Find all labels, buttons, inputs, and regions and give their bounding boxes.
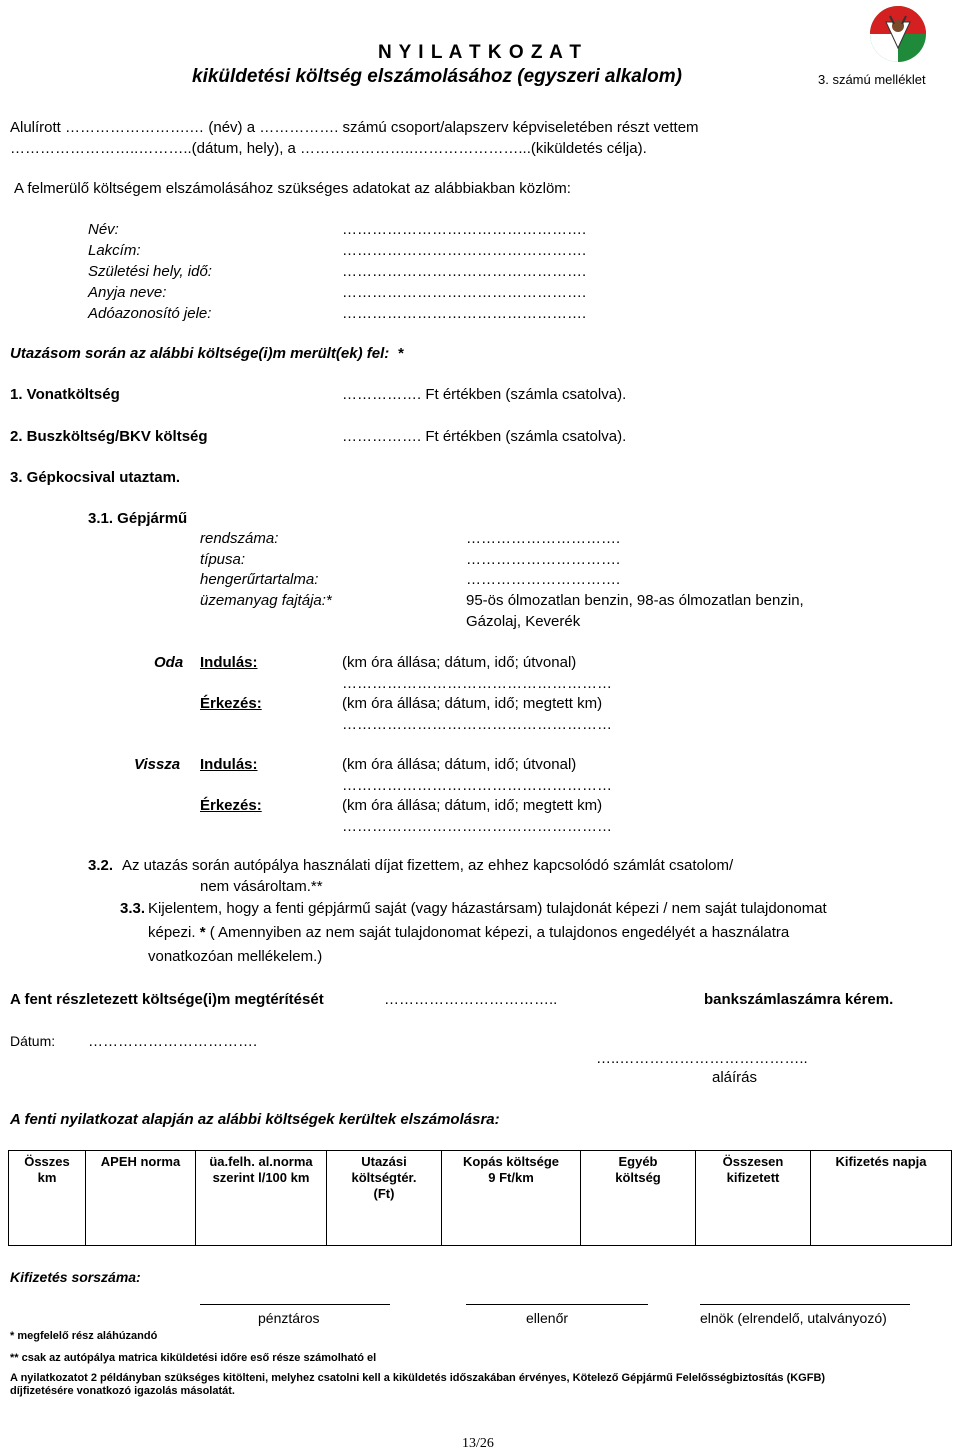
footnote-3-line-1: A nyilatkozatot 2 példányban szükséges kitölteni, melyhez csatolni kell a kiküldetés időszakában érvényes, Kötelező Gépjármű Felelősségbiztosítás (KGFB)	[10, 1372, 826, 1384]
bus-cost-label: 2. Buszköltség/BKV költség	[10, 428, 208, 445]
table-header-cell: Összes km	[24, 1154, 70, 1185]
motorway-line-2: nem vásároltam.**	[200, 878, 323, 895]
engine-size-value[interactable]: ………………………….	[466, 571, 621, 588]
return-departure-hint: (km óra állása; dátum, idő; útvonal)	[342, 756, 577, 773]
cashier-label: pénztáros	[258, 1310, 320, 1326]
ownership-line-2a: képezi.	[148, 924, 196, 941]
return-label: Vissza	[134, 756, 181, 773]
name-label: Név:	[88, 221, 119, 238]
asterisk-mark-2: *	[199, 924, 206, 941]
fuel-type-options-line-2[interactable]: Gázolaj, Keverék	[466, 613, 581, 630]
outbound-arrival-value[interactable]: ………………………………………………	[342, 716, 612, 733]
ownership-line-1: Kijelentem, hogy a fenti gépjármű saját (vagy házastársam) tulajdonát képezi / nem saját tulajdonomat	[148, 900, 827, 917]
return-departure-label: Indulás:	[200, 756, 258, 773]
date-value[interactable]: …………………………….	[88, 1033, 258, 1050]
table-header-cell: üa.felh. al.norma szerint l/100 km	[209, 1154, 313, 1185]
table-header-cell: Egyéb költség	[615, 1154, 661, 1185]
ownership-line-2	[148, 924, 789, 941]
table-header-cell: Kopás költsége 9 Ft/km	[462, 1154, 560, 1185]
name-value[interactable]: ………………………………………….	[342, 221, 587, 238]
outbound-departure-hint: (km óra állása; dátum, idő; útvonal)	[342, 654, 577, 671]
document-subtitle: kiküldetési költség elszámolásához (egyszeri alkalom)	[192, 66, 682, 87]
signature-dots[interactable]: …..………………………………..	[596, 1050, 808, 1067]
return-arrival-value[interactable]: ………………………………………………	[342, 818, 612, 835]
birth-label: Születési hely, idő:	[88, 263, 212, 280]
motorway-line-1: Az utazás során autópálya használati díjat fizettem, az ehhez kapcsolódó számlát csatolom/	[122, 857, 734, 874]
ownership-number: 3.3.	[120, 900, 146, 917]
annex-label: 3. számú melléklet	[818, 72, 926, 87]
return-arrival-hint: (km óra állása; dátum, idő; megtett km)	[342, 797, 603, 814]
costs-heading-text: Utazásom során az alábbi költsége(i)m merült(ek) fel:	[10, 345, 390, 362]
motorway-number: 3.2.	[88, 857, 114, 874]
president-label: elnök (elrendelő, utalványozó)	[700, 1310, 887, 1326]
costs-heading	[10, 345, 403, 362]
plate-value[interactable]: ………………………….	[466, 530, 621, 547]
car-travel-label: 3. Gépkocsival utaztam.	[10, 469, 181, 486]
header-total-km	[9, 1151, 86, 1246]
birth-value[interactable]: ………………………………………….	[342, 263, 587, 280]
table-header-cell: Utazási költségtér. (Ft)	[351, 1154, 417, 1201]
footnote-3-line-2: díjfizetésére vonatkozó igazolás másolatát.	[10, 1385, 235, 1397]
header-travel-cost	[327, 1151, 442, 1246]
table-header-cell: Összesen kifizetett	[722, 1154, 784, 1185]
header-total-paid	[696, 1151, 811, 1246]
mother-name-value[interactable]: ………………………………………….	[342, 284, 587, 301]
document-title: N Y I L A T K O Z A T	[378, 42, 582, 63]
return-departure-value[interactable]: ………………………………………………	[342, 777, 612, 794]
page-number: 13/26	[462, 1436, 494, 1451]
header-other-cost	[581, 1151, 696, 1246]
header-apeh-norm	[86, 1151, 196, 1246]
settlement-table	[8, 1150, 952, 1246]
refund-suffix: bankszámlaszámra kérem.	[704, 991, 894, 1008]
outbound-departure-value[interactable]: ………………………………………………	[342, 675, 612, 692]
type-label: típusa:	[200, 551, 246, 568]
tax-id-value[interactable]: ………………………………………….	[342, 305, 587, 322]
settlement-heading: A fenti nyilatkozat alapján az alábbi költségek kerültek elszámolásra:	[10, 1111, 500, 1128]
auditor-signature-line[interactable]	[466, 1304, 648, 1305]
outbound-departure-label: Indulás:	[200, 654, 258, 671]
payment-number-label: Kifizetés sorszáma:	[10, 1269, 141, 1285]
table-header-cell: APEH norma	[100, 1154, 181, 1169]
header-payment-date	[811, 1151, 952, 1246]
auditor-label: ellenőr	[526, 1310, 569, 1326]
president-signature-line[interactable]	[700, 1304, 910, 1305]
train-cost-value[interactable]: ……………. Ft értékben (számla csatolva).	[342, 386, 627, 403]
intro-line-1: Alulírott …………………….… (név) a ……………. számú csoport/alapszerv képviseletében részt vettem	[10, 119, 699, 136]
outbound-label: Oda	[154, 654, 184, 671]
header-fuel-norm	[196, 1151, 327, 1246]
cashier-signature-line[interactable]	[200, 1304, 390, 1305]
refund-prefix: A fent részletezett költsége(i)m megtérítését	[10, 991, 324, 1008]
type-value[interactable]: ………………………….	[466, 551, 621, 568]
table-header-row	[9, 1151, 952, 1246]
table-header-cell: Kifizetés napja	[835, 1154, 927, 1169]
ownership-line-3: vonatkozóan mellékelem.)	[148, 948, 323, 965]
footnote-2: ** csak az autópálya matrica kiküldetési időre eső része számolható el	[10, 1352, 377, 1364]
bus-cost-value[interactable]: ……………. Ft értékben (számla csatolva).	[342, 428, 627, 445]
train-cost-label: 1. Vonatköltség	[10, 386, 120, 403]
intro-line-3: A felmerülő költségem elszámolásához szükséges adatokat az alábbiakban közlöm:	[14, 180, 571, 197]
mother-name-label: Anyja neve:	[88, 284, 167, 301]
return-arrival-label: Érkezés:	[200, 797, 262, 814]
ownership-line-2b: ( Amennyiben az nem saját tulajdonomat képezi, a tulajdonos engedélyét a használatra	[209, 924, 790, 941]
footnote-1: * megfelelő rész aláhúzandó	[10, 1330, 158, 1342]
asterisk-mark: *	[397, 345, 404, 362]
engine-size-label: hengerűrtartalma:	[200, 571, 319, 588]
plate-label: rendszáma:	[200, 530, 279, 547]
bank-account-field[interactable]: ……………………………..	[384, 991, 558, 1008]
outbound-arrival-hint: (km óra állása; dátum, idő; megtett km)	[342, 695, 603, 712]
signature-label: aláírás	[712, 1069, 758, 1086]
tax-id-label: Adóazonosító jele:	[88, 305, 212, 322]
intro-line-2: ……………………..………..(dátum, hely), a …………………..…………………...(kiküldetés célja).	[10, 140, 647, 157]
address-label: Lakcím:	[88, 242, 141, 259]
address-value[interactable]: ………………………………………….	[342, 242, 587, 259]
header-wear-cost	[442, 1151, 581, 1246]
date-label: Dátum:	[10, 1033, 56, 1049]
outbound-arrival-label: Érkezés:	[200, 695, 262, 712]
fuel-type-label: üzemanyag fajtája:*	[200, 592, 332, 609]
fuel-type-options[interactable]: 95-ös ólmozatlan benzin, 98-as ólmozatlan benzin,	[466, 592, 804, 609]
vehicle-heading: 3.1. Gépjármű	[88, 510, 188, 527]
